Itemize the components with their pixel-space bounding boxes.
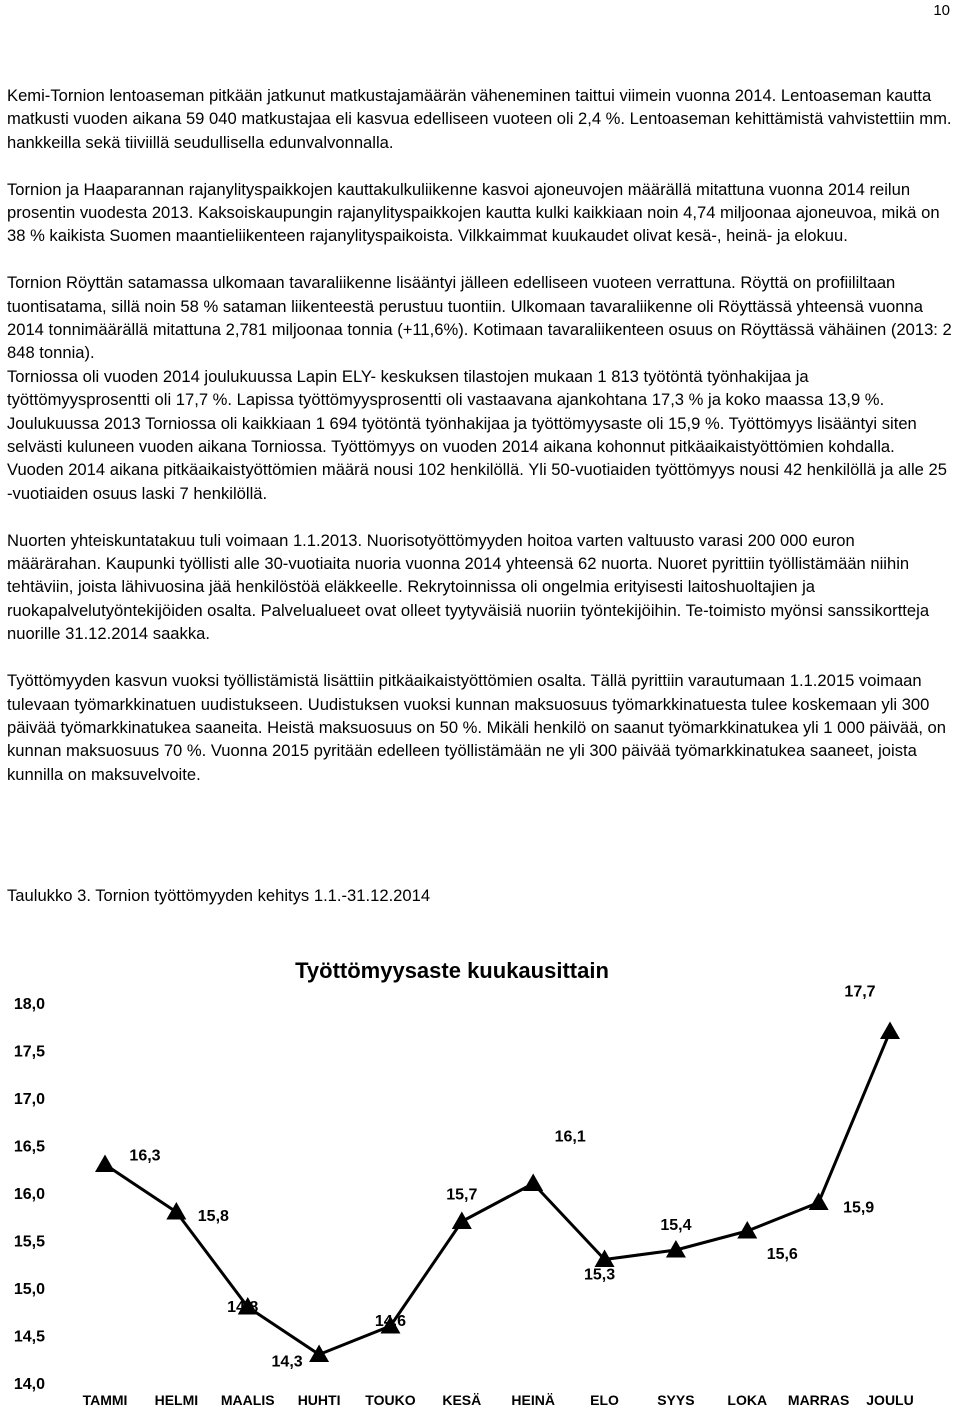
x-category-label: KESÄ xyxy=(442,1392,482,1408)
data-label: 15,7 xyxy=(446,1186,478,1204)
series-line xyxy=(105,1032,890,1355)
y-tick-label: 14,5 xyxy=(13,1328,45,1346)
x-axis-labels xyxy=(83,1392,914,1408)
data-label: 15,3 xyxy=(583,1266,616,1284)
x-category-label: SYYS xyxy=(657,1392,695,1408)
x-category-label: HELMI xyxy=(154,1392,199,1408)
data-label: 16,3 xyxy=(129,1147,161,1165)
paragraph-long-term-unemployed: Työttömyyden kasvun vuoksi työllistämistä lisättiin pitkäaikaistyöttömien osalta. Tällä pyrittiin varautumaan 1.1.2015 voimaan tulevaan työmarkkinatuen uudistukseen. Uudistuksen vuoksi kunnan maksuosuus työmarkkinatuesta tulee koskemaan yli 300 päivää työmarkkinatukea saaneita. Heistä maksuosuus on 50 %. Mikäli henkilö on saanut työmarkkinatukea yli 1 000 päivää, on kunnan maksuosuus 70 %. Vuonna 2015 pyritään edelleen työllistämään ne yli 300 päivää työmarkkinatukea saaneet, joista kunnilla on maksuvelvoite. xyxy=(7,671,946,784)
data-point-marker xyxy=(452,1212,472,1230)
y-tick-label: 17,0 xyxy=(13,1091,45,1108)
data-label: 15,6 xyxy=(766,1246,798,1263)
unemployment-chart xyxy=(0,945,960,1412)
data-label: 15,4 xyxy=(660,1217,692,1234)
body-text-top xyxy=(7,84,953,786)
data-label: 15,9 xyxy=(843,1199,875,1217)
x-category-label: MAALIS xyxy=(220,1392,275,1408)
paragraph-border-crossing: Tornion ja Haaparannan rajanylityspaikkojen kauttakulkuliikenne kasvoi ajoneuvojen määrällä mitattuna vuonna 2014 reilun prosentin vuodesta 2013. Kaksoiskaupungin rajanylityspaikkojen kautta kulki kaikkiaan noin 4,74 miljoonaa ajoneuvoa, mikä on 38 % kaikista Suomen maantieliikenteen rajanylityspaikoista. Vilkkaimmat kuukaudet olivat kesä-, heinä- ja elokuu. xyxy=(7,179,940,246)
data-label: 17,7 xyxy=(844,983,876,1001)
page-number: 10 xyxy=(933,2,950,19)
plot-line-group xyxy=(105,1032,890,1355)
data-point-marker xyxy=(95,1155,115,1173)
paragraph-port: Tornion Röyttän satamassa ulkomaan tavaraliikenne lisääntyi jälleen edelliseen vuoteen verrattuna. Röyttä on profiililtaan tuontisatama, sillä noin 58 % sataman liikenteestä perustuu tuontiin. Ulkomaan tavaraliikenne oli Röyttässä yhteensä vuonna 2014 tonnimäärällä mitattuna 2,781 miljoonaa tonnia (+11,6%). Kotimaan tavaraliikenteen osuus on Röyttässä vähäinen (2013: 2 848 tonnia). xyxy=(7,273,952,363)
data-point-marker xyxy=(880,1022,900,1040)
x-category-label: LOKA xyxy=(727,1392,768,1408)
data-labels-group xyxy=(129,984,875,1371)
x-category-label: TOUKO xyxy=(365,1392,416,1408)
paragraph-youth-guarantee: Nuorten yhteiskuntatakuu tuli voimaan 1.1.2013. Nuorisotyöttömyyden hoitoa varten valtuusto varasi 200 000 euron määrärahan. Kaupunki työllisti alle 30-vuotiaita nuoria vuonna 2014 yhteensä 62 nuorta. Nuoret pyrittiin työllistämään niihin tehtäviin, joista lähivuosina jää henkilöstöä eläkkeelle. Rekrytoinnissa oli ongelmia erityisesti laitoshuoltajien ja ruokapalvelutyöntekijöiden osalta. Palvelualueet ovat olleet tyytyväisiä nuoriin työntekijöihin. Te-toimisto myönsi sanssikortteja nuorille 31.12.2014 saakka. xyxy=(7,530,930,644)
data-label: 14,6 xyxy=(374,1313,407,1330)
x-category-label: MARRAS xyxy=(787,1392,850,1408)
x-category-label: TAMMI xyxy=(82,1392,128,1408)
data-label: 14,3 xyxy=(271,1353,303,1371)
data-point-marker xyxy=(809,1193,829,1211)
data-point-marker xyxy=(523,1174,543,1192)
data-label: 14,8 xyxy=(227,1299,259,1316)
data-point-marker xyxy=(166,1202,186,1220)
markers-group xyxy=(95,1022,900,1363)
x-category-label: HUHTI xyxy=(297,1392,341,1408)
chart-title: Työttömyysaste kuukausittain xyxy=(295,958,609,983)
y-tick-label: 14,0 xyxy=(13,1376,45,1393)
y-tick-label: 17,5 xyxy=(13,1043,45,1061)
data-label: 15,8 xyxy=(197,1208,229,1225)
y-tick-label: 18,0 xyxy=(13,996,45,1013)
y-tick-label: 16,0 xyxy=(13,1186,45,1203)
table-caption: Taulukko 3. Tornion työttömyyden kehitys 1.1.-31.12.2014 xyxy=(7,886,431,905)
x-category-label: HEINÄ xyxy=(511,1392,555,1408)
y-tick-label: 16,5 xyxy=(13,1138,45,1156)
paragraph-unemployment: Torniossa oli vuoden 2014 joulukuussa Lapin ELY- keskuksen tilastojen mukaan 1 813 työtöntä työnhakijaa ja työttömyysprosentti oli 17,7 %. Lapissa työttömyysprosentti oli vastaavana ajankohtana 17,3 % ja koko maassa 13,9 %. Joulukuussa 2013 Torniossa oli kaikkiaan 1 694 työtöntä työnhakijaa ja työttömyysaste oli 15,9 %. Työttömyys lisääntyi siten selvästi kuluneen vuoden aikana Torniossa. Työttömyys on vuoden 2014 aikana kohonnut pitkäaikaistyöttömien kohdalla. Vuoden 2014 aikana pitkäaikaistyöttömien määrä nousi 102 henkilöllä. Yli 50-vuotiaiden työttömyys nousi 42 henkilöllä ja alle 25 -vuotiaiden osuus laski 7 henkilöllä. xyxy=(7,366,947,503)
paragraph-airport: Kemi-Tornion lentoaseman pitkään jatkunut matkustajamäärän väheneminen taittui viimein vuonna 2014. Lentoaseman kautta matkusti vuoden aikana 59 040 matkustajaa eli kasvua edelliseen vuoteen oli 2,4 %. Lentoaseman kehittämistä vahvistettiin mm. hankkeilla sekä tiiviillä seudullisella edunvalvonnalla. xyxy=(7,86,952,152)
x-category-label: ELO xyxy=(590,1392,619,1408)
x-category-label: JOULU xyxy=(866,1392,914,1408)
y-tick-label: 15,0 xyxy=(13,1281,45,1298)
chart-canvas xyxy=(0,945,960,1412)
data-label: 16,1 xyxy=(554,1128,586,1146)
y-tick-label: 15,5 xyxy=(13,1233,45,1251)
y-axis-ticks xyxy=(14,996,45,1393)
